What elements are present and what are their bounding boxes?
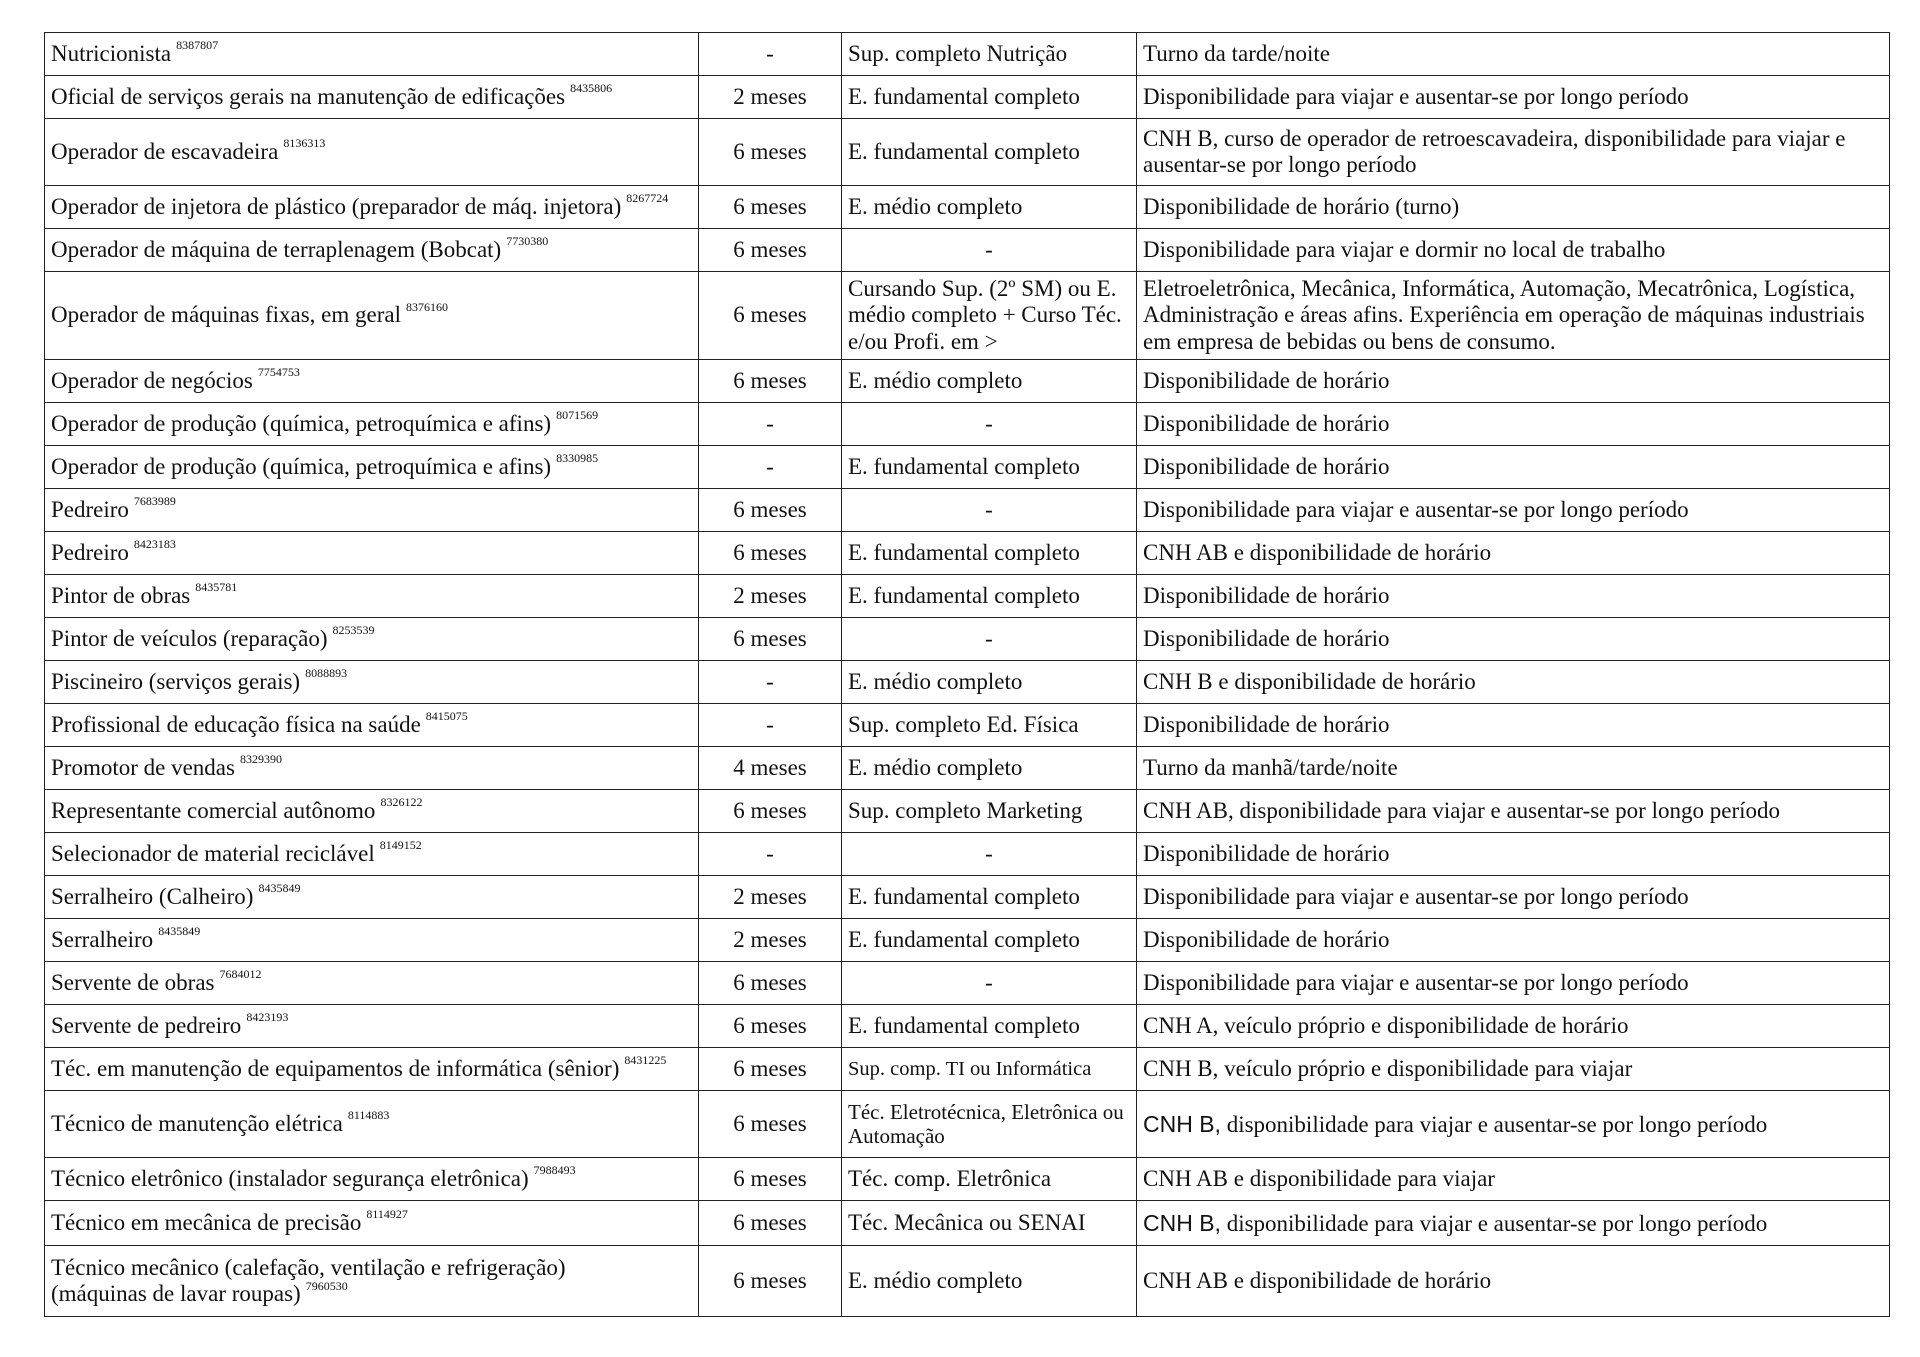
education-cell: Sup. completo Ed. Física <box>842 704 1137 747</box>
education-cell: E. fundamental completo <box>842 446 1137 489</box>
requirements-cell: Eletroeletrônica, Mecânica, Informática, Automação, Mecatrônica, Logística, Administração e áreas afins. Experiência em operação de máquinas industriais em empresa de bebidas ou bens de consumo. <box>1137 272 1890 360</box>
job-title-cell: Operador de máquina de terraplenagem (Bobcat) $^{7730380}$ <box>45 229 699 272</box>
education-cell: - <box>842 833 1137 876</box>
table-row <box>45 618 1890 661</box>
job-code: 8267724 <box>626 191 669 206</box>
table-row <box>45 446 1890 489</box>
period-cell: - <box>699 661 842 704</box>
job-title-cell: Oficial de serviços gerais na manutenção de edificações $^{8435806}$ <box>45 76 699 119</box>
requirements-cell: Disponibilidade para viajar e ausentar-se por longo período <box>1137 962 1890 1005</box>
job-openings-table <box>44 32 1890 1317</box>
requirements-cell: Disponibilidade de horário <box>1137 919 1890 962</box>
education-cell: E. fundamental completo <box>842 1005 1137 1048</box>
job-title-cell: Téc. em manutenção de equipamentos de informática (sênior) $^{8431225}$ <box>45 1048 699 1091</box>
requirements-cell: CNH A, veículo próprio e disponibilidade de horário <box>1137 1005 1890 1048</box>
job-code: 8415075 <box>425 709 468 724</box>
requirements-cell: CNH B e disponibilidade de horário <box>1137 661 1890 704</box>
job-code: 7960530 <box>305 1278 348 1293</box>
period-cell: 6 meses <box>699 1005 842 1048</box>
education-cell: Sup. completo Marketing <box>842 790 1137 833</box>
table-row <box>45 272 1890 360</box>
job-code: 8435849 <box>258 881 301 896</box>
education-cell: - <box>842 403 1137 446</box>
education-cell: E. médio completo <box>842 186 1137 229</box>
education-cell: Téc. Eletrotécnica, Eletrônica ou Automação <box>842 1091 1137 1158</box>
job-code: 8423193 <box>246 1010 289 1025</box>
job-title-cell: Operador de produção (química, petroquímica e afins) $^{8071569}$ <box>45 403 699 446</box>
table-row <box>45 489 1890 532</box>
education-cell: - <box>842 618 1137 661</box>
period-cell: 4 meses <box>699 747 842 790</box>
period-cell: 6 meses <box>699 962 842 1005</box>
job-title-cell: Técnico eletrônico (instalador segurança eletrônica) $^{7988493}$ <box>45 1158 699 1201</box>
requirements-cell: Turno da manhã/tarde/noite <box>1137 747 1890 790</box>
period-cell: 6 meses <box>699 532 842 575</box>
job-title-cell: Pedreiro $^{8423183}$ <box>45 532 699 575</box>
job-title-cell: Pedreiro $^{7683989}$ <box>45 489 699 532</box>
job-code: 8149152 <box>379 838 422 853</box>
period-cell: - <box>699 446 842 489</box>
education-cell: - <box>842 489 1137 532</box>
education-cell: - <box>842 962 1137 1005</box>
requirements-cell: Disponibilidade para viajar e dormir no local de trabalho <box>1137 229 1890 272</box>
requirements-cell: Disponibilidade de horário (turno) <box>1137 186 1890 229</box>
period-cell: - <box>699 833 842 876</box>
education-cell: Téc. Mecânica ou SENAI <box>842 1201 1137 1246</box>
table-row <box>45 575 1890 618</box>
job-title-cell: Serralheiro (Calheiro) $^{8435849}$ <box>45 876 699 919</box>
period-cell: 6 meses <box>699 360 842 403</box>
period-cell: 6 meses <box>699 272 842 360</box>
job-title-cell: Operador de negócios $^{7754753}$ <box>45 360 699 403</box>
table-row <box>45 532 1890 575</box>
education-cell: E. fundamental completo <box>842 575 1137 618</box>
table-row <box>45 661 1890 704</box>
table-row <box>45 1201 1890 1246</box>
document-page <box>44 32 1889 1317</box>
job-code: 8376160 <box>405 299 448 314</box>
requirements-cell: Disponibilidade de horário <box>1137 833 1890 876</box>
period-cell: 6 meses <box>699 1091 842 1158</box>
job-title-cell: Selecionador de material reciclável $^{8149152}$ <box>45 833 699 876</box>
job-code: 8435849 <box>158 924 201 939</box>
education-cell: Sup. comp. TI ou Informática <box>842 1048 1137 1091</box>
job-title-cell: Serralheiro $^{8435849}$ <box>45 919 699 962</box>
job-code: 7683989 <box>133 494 176 509</box>
table-row <box>45 76 1890 119</box>
job-code: 7684012 <box>219 967 262 982</box>
requirements-cell: CNH AB e disponibilidade de horário <box>1137 1246 1890 1317</box>
requirements-cell: Disponibilidade de horário <box>1137 403 1890 446</box>
table-row <box>45 119 1890 186</box>
period-cell: 6 meses <box>699 229 842 272</box>
job-code: 8435781 <box>195 580 238 595</box>
table-row <box>45 833 1890 876</box>
period-cell: - <box>699 403 842 446</box>
job-title-cell: Nutricionista $^{8387807}$ <box>45 33 699 76</box>
requirements-cell: Disponibilidade para viajar e ausentar-se por longo período <box>1137 76 1890 119</box>
table-row <box>45 1005 1890 1048</box>
job-title-cell: Técnico de manutenção elétrica $^{8114883}$ <box>45 1091 699 1158</box>
table-row <box>45 360 1890 403</box>
period-cell: 6 meses <box>699 618 842 661</box>
education-cell: Cursando Sup. (2º SM) ou E. médio completo + Curso Téc. e/ou Profi. em > <box>842 272 1137 360</box>
job-code: 8114883 <box>347 1108 390 1123</box>
job-title-cell: Representante comercial autônomo $^{8326122}$ <box>45 790 699 833</box>
period-cell: 6 meses <box>699 489 842 532</box>
job-title-cell: Piscineiro (serviços gerais) $^{8088893}$ <box>45 661 699 704</box>
table-row <box>45 747 1890 790</box>
requirements-cell: CNH B, disponibilidade para viajar e ausentar-se por longo período <box>1137 1091 1890 1158</box>
period-cell: 6 meses <box>699 119 842 186</box>
job-code: 8114927 <box>366 1207 408 1222</box>
table-row <box>45 33 1890 76</box>
job-code: 8136313 <box>283 136 326 151</box>
job-code: 8071569 <box>556 408 599 423</box>
education-cell: E. fundamental completo <box>842 76 1137 119</box>
requirements-cell: Disponibilidade para viajar e ausentar-se por longo período <box>1137 489 1890 532</box>
job-title-cell: Servente de pedreiro $^{8423193}$ <box>45 1005 699 1048</box>
education-cell: E. fundamental completo <box>842 119 1137 186</box>
period-cell: 6 meses <box>699 1246 842 1317</box>
job-title-cell: Pintor de obras $^{8435781}$ <box>45 575 699 618</box>
period-cell: 6 meses <box>699 790 842 833</box>
job-code: 8423183 <box>133 537 176 552</box>
requirements-cell: Disponibilidade de horário <box>1137 575 1890 618</box>
requirements-cell: Disponibilidade para viajar e ausentar-se por longo período <box>1137 876 1890 919</box>
job-title-cell: Técnico em mecânica de precisão $^{8114927}$ <box>45 1201 699 1246</box>
education-cell: E. fundamental completo <box>842 919 1137 962</box>
period-cell: 2 meses <box>699 76 842 119</box>
job-code: 8088893 <box>305 666 348 681</box>
job-title-cell: Operador de escavadeira $^{8136313}$ <box>45 119 699 186</box>
job-code: 8253539 <box>332 623 375 638</box>
table-row <box>45 919 1890 962</box>
education-cell: E. fundamental completo <box>842 532 1137 575</box>
education-cell: E. médio completo <box>842 661 1137 704</box>
period-cell: - <box>699 33 842 76</box>
period-cell: 6 meses <box>699 1201 842 1246</box>
job-code: 8431225 <box>624 1053 667 1068</box>
job-code: 7730380 <box>506 234 549 249</box>
job-title-cell: Profissional de educação física na saúde $^{8415075}$ <box>45 704 699 747</box>
requirements-cell: Disponibilidade de horário <box>1137 704 1890 747</box>
education-cell: E. médio completo <box>842 360 1137 403</box>
job-title-cell: Técnico mecânico (calefação, ventilação e refrigeração) (máquinas de lavar roupas) $^{7960530}$ <box>45 1246 699 1317</box>
requirements-cell: CNH B, disponibilidade para viajar e ausentar-se por longo período <box>1137 1201 1890 1246</box>
table-row <box>45 1048 1890 1091</box>
job-title-cell: Promotor de vendas $^{8329390}$ <box>45 747 699 790</box>
period-cell: 2 meses <box>699 876 842 919</box>
table-row <box>45 186 1890 229</box>
requirements-cell: Turno da tarde/noite <box>1137 33 1890 76</box>
period-cell: 6 meses <box>699 1048 842 1091</box>
education-cell: E. fundamental completo <box>842 876 1137 919</box>
requirements-cell: Disponibilidade de horário <box>1137 446 1890 489</box>
table-row <box>45 704 1890 747</box>
table-row <box>45 1158 1890 1201</box>
job-code: 8326122 <box>380 795 423 810</box>
job-title-cell: Operador de máquinas fixas, em geral $^{8376160}$ <box>45 272 699 360</box>
requirements-cell: Disponibilidade de horário <box>1137 360 1890 403</box>
job-title-cell: Operador de injetora de plástico (preparador de máq. injetora) $^{8267724}$ <box>45 186 699 229</box>
period-cell: 6 meses <box>699 186 842 229</box>
education-cell: E. médio completo <box>842 1246 1137 1317</box>
job-code: 8387807 <box>176 38 219 53</box>
table-row <box>45 403 1890 446</box>
period-cell: 6 meses <box>699 1158 842 1201</box>
requirements-cell: CNH AB, disponibilidade para viajar e ausentar-se por longo período <box>1137 790 1890 833</box>
job-title-cell: Pintor de veículos (reparação) $^{8253539}$ <box>45 618 699 661</box>
job-code: 8329390 <box>239 752 282 767</box>
job-title-cell: Operador de produção (química, petroquímica e afins) $^{8330985}$ <box>45 446 699 489</box>
period-cell: 2 meses <box>699 919 842 962</box>
education-cell: - <box>842 229 1137 272</box>
table-row <box>45 876 1890 919</box>
requirements-cell: CNH B, veículo próprio e disponibilidade para viajar <box>1137 1048 1890 1091</box>
requirements-cell: CNH AB e disponibilidade para viajar <box>1137 1158 1890 1201</box>
requirements-cell: Disponibilidade de horário <box>1137 618 1890 661</box>
table-row <box>45 229 1890 272</box>
period-cell: - <box>699 704 842 747</box>
job-code: 7988493 <box>533 1163 576 1178</box>
job-code: 7754753 <box>257 365 300 380</box>
table-row <box>45 1246 1890 1317</box>
job-code: 8435806 <box>570 81 613 96</box>
education-cell: Téc. comp. Eletrônica <box>842 1158 1137 1201</box>
education-cell: E. médio completo <box>842 747 1137 790</box>
job-code: 8330985 <box>556 451 599 466</box>
period-cell: 2 meses <box>699 575 842 618</box>
education-cell: Sup. completo Nutrição <box>842 33 1137 76</box>
requirements-cell: CNH AB e disponibilidade de horário <box>1137 532 1890 575</box>
table-row <box>45 790 1890 833</box>
job-title-cell: Servente de obras $^{7684012}$ <box>45 962 699 1005</box>
requirements-cell: CNH B, curso de operador de retroescavadeira, disponibilidade para viajar e ausentar-se por longo período <box>1137 119 1890 186</box>
table-row <box>45 1091 1890 1158</box>
table-row <box>45 962 1890 1005</box>
